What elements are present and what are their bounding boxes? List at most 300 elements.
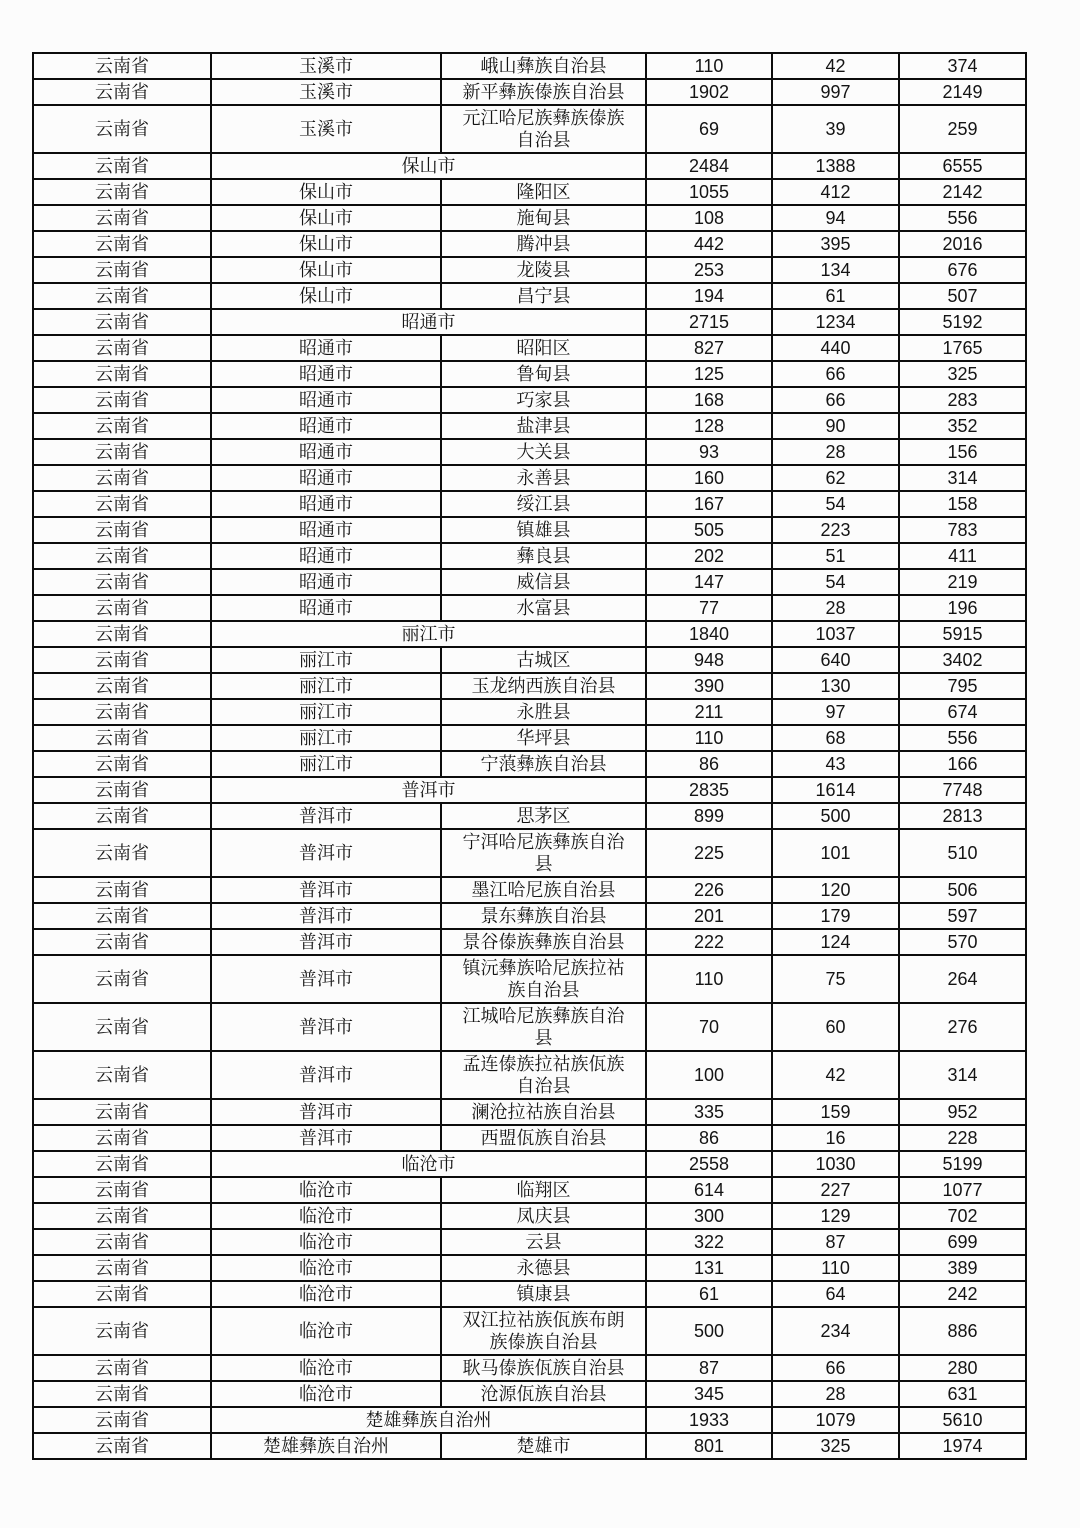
value-cell: 5915 [899,621,1026,647]
province-cell: 云南省 [33,205,211,231]
value-cell: 61 [772,283,899,309]
table-body [33,53,1026,1459]
value-cell: 69 [646,105,772,153]
value-cell: 68 [772,725,899,751]
value-cell: 886 [899,1307,1026,1355]
province-cell: 云南省 [33,777,211,803]
value-cell: 160 [646,465,772,491]
county-cell: 龙陵县 [441,257,646,283]
value-cell: 440 [772,335,899,361]
county-cell: 西盟佤族自治县 [441,1125,646,1151]
value-cell: 1840 [646,621,772,647]
city-cell: 临沧市 [211,1255,441,1281]
city-cell: 昭通市 [211,569,441,595]
value-cell: 166 [899,751,1026,777]
county-row [33,1355,1026,1381]
value-cell: 168 [646,387,772,413]
province-cell: 云南省 [33,647,211,673]
value-cell: 64 [772,1281,899,1307]
value-cell: 276 [899,1003,1026,1051]
value-cell: 374 [899,53,1026,79]
value-cell: 226 [646,877,772,903]
county-cell: 绥江县 [441,491,646,517]
county-cell: 盐津县 [441,413,646,439]
city-cell: 普洱市 [211,829,441,877]
value-cell: 325 [899,361,1026,387]
value-cell: 100 [646,1051,772,1099]
province-cell: 云南省 [33,179,211,205]
province-cell: 云南省 [33,517,211,543]
value-cell: 54 [772,491,899,517]
city-cell: 昭通市 [211,517,441,543]
county-cell: 江城哈尼族彝族自治县 [441,1003,646,1051]
city-cell: 昭通市 [211,413,441,439]
value-cell: 77 [646,595,772,621]
value-cell: 86 [646,751,772,777]
value-cell: 352 [899,413,1026,439]
county-row [33,1255,1026,1281]
value-cell: 87 [646,1355,772,1381]
province-cell: 云南省 [33,621,211,647]
county-cell: 临翔区 [441,1177,646,1203]
county-cell: 景谷傣族彝族自治县 [441,929,646,955]
value-cell: 201 [646,903,772,929]
province-cell: 云南省 [33,1307,211,1355]
value-cell: 28 [772,439,899,465]
city-total-row [33,309,1026,335]
city-cell: 昭通市 [211,465,441,491]
value-cell: 442 [646,231,772,257]
value-cell: 412 [772,179,899,205]
value-cell: 87 [772,1229,899,1255]
value-cell: 556 [899,725,1026,751]
county-row [33,955,1026,1003]
province-cell: 云南省 [33,751,211,777]
value-cell: 699 [899,1229,1026,1255]
value-cell: 5199 [899,1151,1026,1177]
province-cell: 云南省 [33,387,211,413]
province-cell: 云南省 [33,465,211,491]
value-cell: 952 [899,1099,1026,1125]
value-cell: 345 [646,1381,772,1407]
city-cell: 临沧市 [211,1203,441,1229]
county-row [33,413,1026,439]
city-cell: 临沧市 [211,1355,441,1381]
city-cell: 丽江市 [211,673,441,699]
value-cell: 42 [772,53,899,79]
value-cell: 997 [772,79,899,105]
county-cell: 永善县 [441,465,646,491]
county-cell: 永德县 [441,1255,646,1281]
value-cell: 1902 [646,79,772,105]
value-cell: 702 [899,1203,1026,1229]
value-cell: 899 [646,803,772,829]
value-cell: 222 [646,929,772,955]
value-cell: 614 [646,1177,772,1203]
county-cell: 隆阳区 [441,179,646,205]
value-cell: 1933 [646,1407,772,1433]
province-cell: 云南省 [33,413,211,439]
value-cell: 325 [772,1433,899,1459]
city-cell: 临沧市 [211,1177,441,1203]
city-cell: 普洱市 [211,929,441,955]
city-cell: 昭通市 [211,595,441,621]
county-cell: 景东彝族自治县 [441,903,646,929]
value-cell: 7748 [899,777,1026,803]
province-cell: 云南省 [33,595,211,621]
value-cell: 674 [899,699,1026,725]
city-total-cell: 昭通市 [211,309,646,335]
city-total-row [33,1151,1026,1177]
value-cell: 783 [899,517,1026,543]
city-cell: 普洱市 [211,903,441,929]
county-row [33,491,1026,517]
county-row [33,1051,1026,1099]
value-cell: 43 [772,751,899,777]
value-cell: 570 [899,929,1026,955]
county-row [33,699,1026,725]
county-row [33,877,1026,903]
province-cell: 云南省 [33,929,211,955]
province-cell: 云南省 [33,1433,211,1459]
value-cell: 61 [646,1281,772,1307]
province-cell: 云南省 [33,1229,211,1255]
city-cell: 临沧市 [211,1229,441,1255]
city-cell: 昭通市 [211,439,441,465]
city-cell: 楚雄彝族自治州 [211,1433,441,1459]
province-cell: 云南省 [33,699,211,725]
value-cell: 322 [646,1229,772,1255]
value-cell: 211 [646,699,772,725]
value-cell: 2715 [646,309,772,335]
value-cell: 179 [772,903,899,929]
county-row [33,79,1026,105]
value-cell: 110 [646,955,772,1003]
county-cell: 澜沧拉祜族自治县 [441,1099,646,1125]
value-cell: 227 [772,1177,899,1203]
county-row [33,543,1026,569]
value-cell: 390 [646,673,772,699]
value-cell: 283 [899,387,1026,413]
province-cell: 云南省 [33,491,211,517]
value-cell: 108 [646,205,772,231]
city-total-cell: 丽江市 [211,621,646,647]
county-cell: 威信县 [441,569,646,595]
value-cell: 97 [772,699,899,725]
county-row [33,929,1026,955]
county-cell: 彝良县 [441,543,646,569]
province-cell: 云南省 [33,1177,211,1203]
value-cell: 28 [772,1381,899,1407]
value-cell: 70 [646,1003,772,1051]
value-cell: 93 [646,439,772,465]
value-cell: 202 [646,543,772,569]
city-cell: 保山市 [211,257,441,283]
value-cell: 194 [646,283,772,309]
province-cell: 云南省 [33,543,211,569]
value-cell: 134 [772,257,899,283]
county-row [33,1307,1026,1355]
value-cell: 167 [646,491,772,517]
county-cell: 孟连傣族拉祜族佤族自治县 [441,1051,646,1099]
value-cell: 314 [899,465,1026,491]
value-cell: 62 [772,465,899,491]
county-row [33,257,1026,283]
value-cell: 110 [646,725,772,751]
value-cell: 225 [646,829,772,877]
city-cell: 临沧市 [211,1307,441,1355]
county-row [33,1381,1026,1407]
province-cell: 云南省 [33,1381,211,1407]
city-cell: 昭通市 [211,361,441,387]
city-total-row [33,777,1026,803]
value-cell: 1055 [646,179,772,205]
county-row [33,751,1026,777]
statistics-table [32,52,1027,1460]
value-cell: 411 [899,543,1026,569]
city-cell: 丽江市 [211,751,441,777]
value-cell: 5192 [899,309,1026,335]
value-cell: 110 [646,53,772,79]
city-cell: 丽江市 [211,725,441,751]
province-cell: 云南省 [33,1407,211,1433]
city-cell: 保山市 [211,179,441,205]
county-row [33,361,1026,387]
province-cell: 云南省 [33,153,211,179]
county-cell: 大关县 [441,439,646,465]
county-row [33,179,1026,205]
value-cell: 158 [899,491,1026,517]
value-cell: 196 [899,595,1026,621]
value-cell: 597 [899,903,1026,929]
value-cell: 54 [772,569,899,595]
value-cell: 219 [899,569,1026,595]
value-cell: 264 [899,955,1026,1003]
county-row [33,595,1026,621]
value-cell: 507 [899,283,1026,309]
county-cell: 镇雄县 [441,517,646,543]
value-cell: 28 [772,595,899,621]
county-row [33,105,1026,153]
county-cell: 宁洱哈尼族彝族自治县 [441,829,646,877]
province-cell: 云南省 [33,1355,211,1381]
county-row [33,673,1026,699]
value-cell: 125 [646,361,772,387]
province-cell: 云南省 [33,335,211,361]
county-row [33,335,1026,361]
county-cell: 新平彝族傣族自治县 [441,79,646,105]
value-cell: 90 [772,413,899,439]
value-cell: 1037 [772,621,899,647]
value-cell: 159 [772,1099,899,1125]
value-cell: 2813 [899,803,1026,829]
county-row [33,53,1026,79]
city-cell: 普洱市 [211,955,441,1003]
city-total-row [33,153,1026,179]
value-cell: 2558 [646,1151,772,1177]
city-cell: 普洱市 [211,1099,441,1125]
county-row [33,1229,1026,1255]
city-cell: 普洱市 [211,1125,441,1151]
city-total-cell: 普洱市 [211,777,646,803]
county-row [33,1177,1026,1203]
value-cell: 39 [772,105,899,153]
value-cell: 242 [899,1281,1026,1307]
city-total-row [33,621,1026,647]
county-cell: 施甸县 [441,205,646,231]
city-cell: 普洱市 [211,1003,441,1051]
value-cell: 6555 [899,153,1026,179]
county-cell: 水富县 [441,595,646,621]
county-row [33,725,1026,751]
value-cell: 223 [772,517,899,543]
value-cell: 234 [772,1307,899,1355]
value-cell: 42 [772,1051,899,1099]
value-cell: 1388 [772,153,899,179]
value-cell: 128 [646,413,772,439]
value-cell: 1079 [772,1407,899,1433]
value-cell: 51 [772,543,899,569]
value-cell: 16 [772,1125,899,1151]
province-cell: 云南省 [33,283,211,309]
county-cell: 华坪县 [441,725,646,751]
value-cell: 66 [772,361,899,387]
city-cell: 普洱市 [211,877,441,903]
value-cell: 948 [646,647,772,673]
province-cell: 云南省 [33,903,211,929]
county-cell: 凤庆县 [441,1203,646,1229]
province-cell: 云南省 [33,673,211,699]
value-cell: 101 [772,829,899,877]
value-cell: 389 [899,1255,1026,1281]
value-cell: 94 [772,205,899,231]
value-cell: 66 [772,387,899,413]
city-cell: 玉溪市 [211,79,441,105]
province-cell: 云南省 [33,361,211,387]
city-cell: 丽江市 [211,647,441,673]
value-cell: 110 [772,1255,899,1281]
value-cell: 300 [646,1203,772,1229]
province-cell: 云南省 [33,569,211,595]
province-cell: 云南省 [33,803,211,829]
city-total-row [33,1407,1026,1433]
county-cell: 双江拉祜族佤族布朗族傣族自治县 [441,1307,646,1355]
city-cell: 保山市 [211,283,441,309]
value-cell: 795 [899,673,1026,699]
value-cell: 2016 [899,231,1026,257]
county-row [33,283,1026,309]
county-row [33,1433,1026,1459]
value-cell: 131 [646,1255,772,1281]
county-row [33,829,1026,877]
value-cell: 60 [772,1003,899,1051]
value-cell: 1974 [899,1433,1026,1459]
value-cell: 500 [772,803,899,829]
value-cell: 631 [899,1381,1026,1407]
city-total-cell: 临沧市 [211,1151,646,1177]
city-cell: 昭通市 [211,543,441,569]
value-cell: 2149 [899,79,1026,105]
province-cell: 云南省 [33,1281,211,1307]
county-cell: 耿马傣族佤族自治县 [441,1355,646,1381]
city-cell: 昭通市 [211,387,441,413]
province-cell: 云南省 [33,877,211,903]
province-cell: 云南省 [33,105,211,153]
value-cell: 120 [772,877,899,903]
province-cell: 云南省 [33,309,211,335]
county-cell: 古城区 [441,647,646,673]
province-cell: 云南省 [33,79,211,105]
county-cell: 宁蒗彝族自治县 [441,751,646,777]
value-cell: 1614 [772,777,899,803]
value-cell: 505 [646,517,772,543]
county-cell: 镇康县 [441,1281,646,1307]
county-cell: 楚雄市 [441,1433,646,1459]
value-cell: 129 [772,1203,899,1229]
province-cell: 云南省 [33,1203,211,1229]
county-row [33,569,1026,595]
city-cell: 保山市 [211,205,441,231]
province-cell: 云南省 [33,955,211,1003]
city-cell: 普洱市 [211,1051,441,1099]
county-row [33,1003,1026,1051]
county-cell: 峨山彝族自治县 [441,53,646,79]
value-cell: 1765 [899,335,1026,361]
county-cell: 元江哈尼族彝族傣族自治县 [441,105,646,153]
county-cell: 玉龙纳西族自治县 [441,673,646,699]
value-cell: 510 [899,829,1026,877]
county-row [33,387,1026,413]
city-total-cell: 楚雄彝族自治州 [211,1407,646,1433]
county-row [33,647,1026,673]
county-cell: 腾冲县 [441,231,646,257]
city-total-cell: 保山市 [211,153,646,179]
county-cell: 鲁甸县 [441,361,646,387]
county-row [33,903,1026,929]
county-row [33,1281,1026,1307]
value-cell: 75 [772,955,899,1003]
province-cell: 云南省 [33,1099,211,1125]
value-cell: 556 [899,205,1026,231]
city-cell: 普洱市 [211,803,441,829]
province-cell: 云南省 [33,53,211,79]
county-row [33,231,1026,257]
value-cell: 2835 [646,777,772,803]
county-cell: 昭阳区 [441,335,646,361]
county-row [33,465,1026,491]
value-cell: 1077 [899,1177,1026,1203]
city-cell: 丽江市 [211,699,441,725]
value-cell: 280 [899,1355,1026,1381]
city-cell: 玉溪市 [211,53,441,79]
city-cell: 保山市 [211,231,441,257]
value-cell: 2142 [899,179,1026,205]
county-row [33,803,1026,829]
city-cell: 临沧市 [211,1381,441,1407]
value-cell: 335 [646,1099,772,1125]
value-cell: 3402 [899,647,1026,673]
city-cell: 昭通市 [211,335,441,361]
province-cell: 云南省 [33,1125,211,1151]
province-cell: 云南省 [33,1051,211,1099]
value-cell: 228 [899,1125,1026,1151]
value-cell: 506 [899,877,1026,903]
value-cell: 1234 [772,309,899,335]
value-cell: 156 [899,439,1026,465]
province-cell: 云南省 [33,1255,211,1281]
value-cell: 253 [646,257,772,283]
value-cell: 640 [772,647,899,673]
